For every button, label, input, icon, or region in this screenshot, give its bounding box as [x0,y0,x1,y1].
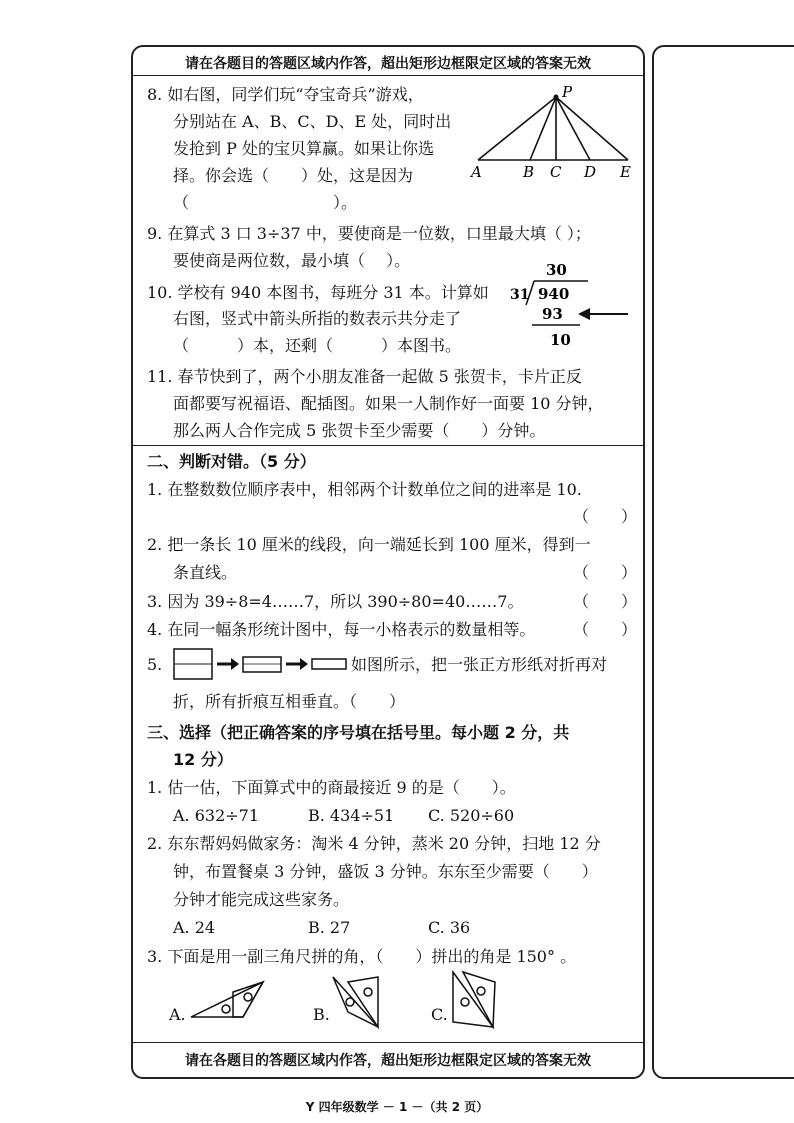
section3-title-cont: 12 分） [173,750,233,769]
fig-label-a: A [471,163,482,180]
notice-bottom: 请在各题目的答题区域内作答，超出矩形边框限定区域的答案无效 [185,1053,591,1069]
s3-q2-cont2: 分钟才能完成这些家务。 [173,890,350,909]
q5-fold-figure [173,647,348,681]
s3-q1-option-a[interactable]: A. 632÷71 [173,806,260,825]
s2-q5-cont: 折，所有折痕互相垂直。（ ） [173,692,406,711]
fig-label-d: D [584,163,597,180]
s2-q3-bracket[interactable]: （ ） [573,592,638,611]
triangle-ruler-c [445,967,500,1032]
s3-q2: 2. 东东帮妈妈做家务：淘米 4 分钟，蒸米 20 分钟，扫地 12 分 [147,834,601,853]
s3-q2-option-b[interactable]: B. 27 [308,918,351,937]
q9-line2: 要使商是两位数，最小填（ ）。 [173,251,411,270]
s2-q5-number: 5. [147,655,163,674]
triangle-ruler-b [328,972,383,1032]
s2-q5: 如图所示，把一张正方形纸对折再对 [351,655,608,674]
q8-line5: （ ）。 [173,193,358,212]
q10-line3: （ ）本，还剩（ ）本图书。 [173,336,462,355]
q8-figure [468,85,643,180]
fig-label-p: P [562,85,573,101]
q11-line2: 面都要写祝福语、配插图。如果一人制作好一面要 10 分钟， [173,394,604,413]
section2-title: 二、判断对错。（5 分） [147,452,316,471]
div-quotient: 30 [546,261,567,279]
q10-long-division [508,259,638,359]
s2-q1: 1. 在整数数位顺序表中，相邻两个计数单位之间的进率是 10. [147,480,582,499]
next-page-frame [652,45,794,1079]
div-dividend: 940 [538,285,570,303]
div-product: 93 [542,305,563,323]
answer-sheet [131,45,645,1079]
s3-q1-option-b[interactable]: B. 434÷51 [308,806,395,825]
s3-q3-option-c[interactable]: C. [431,1005,448,1024]
div-remainder: 10 [550,331,571,349]
notice-top: 请在各题目的答题区域内作答，超出矩形边框限定区域的答案无效 [185,56,591,72]
divider [133,75,643,76]
s3-q2-option-a[interactable]: A. 24 [173,918,216,937]
s3-q3-option-b[interactable]: B. [313,1005,330,1024]
q8-line2: 分别站在 A、B、C、D、E 处，同时出 [173,112,452,131]
div-divisor: 31 [510,287,530,303]
s3-q2-cont1: 钟，布置餐桌 3 分钟，盛饭 3 分钟。东东至少需要（ ） [173,862,598,881]
s3-q2-option-c[interactable]: C. 36 [428,918,471,937]
s2-q4: 4. 在同一幅条形统计图中，每一小格表示的数量相等。 [147,620,536,639]
fig-label-b: B [523,163,535,180]
s3-q1-option-c[interactable]: C. 520÷60 [428,806,515,825]
s2-q3: 3. 因为 39÷8=4……7，所以 390÷80=40……7。 [147,592,524,611]
fig-label-e: E [620,163,631,180]
page-footer: Y 四年级数学 － 1 －（共 2 页） [305,1100,489,1114]
q11-line1: 11. 春节快到了，两个小朋友准备一起做 5 张贺卡，卡片正反 [147,367,582,386]
divider [133,1042,643,1043]
q10-line1: 10. 学校有 940 本图书，每班分 31 本。计算如 [147,283,489,302]
section3-title: 三、选择（把正确答案的序号填在括号里。每小题 2 分，共 [147,723,570,742]
triangle-ruler-a [188,977,273,1027]
s2-q4-bracket[interactable]: （ ） [573,620,638,639]
s3-q3: 3. 下面是用一副三角尺拼的角，（ ）拼出的角是 150° 。 [147,947,577,966]
s2-q2-bracket[interactable]: （ ） [573,563,638,582]
q8-line3: 发抢到 P 处的宝贝算赢。如果让你选 [173,139,434,158]
q8-line4: 择。你会选（ ）处，这是因为 [173,166,414,185]
s3-q3-option-a[interactable]: A. [169,1005,186,1024]
s2-q2-cont: 条直线。 [173,563,238,582]
q11-line3: 那么两人合作完成 5 张贺卡至少需要（ ）分钟。 [173,421,546,440]
divider [133,445,643,446]
q10-line2: 右图，竖式中箭头所指的数表示共分走了 [173,309,462,328]
s3-q1: 1. 估一估，下面算式中的商最接近 9 的是（ ）。 [147,778,516,797]
s2-q1-bracket[interactable]: （ ） [573,507,638,526]
q8-line1: 8. 如右图，同学们玩“夺宝奇兵”游戏， [147,85,424,104]
fig-label-c: C [550,163,562,180]
s2-q2: 2. 把一条长 10 厘米的线段，向一端延长到 100 厘米，得到一 [147,535,591,554]
q9-line1: 9. 在算式 3 口 3÷37 中，要使商是一位数，口里最大填（ ）； [147,224,591,243]
